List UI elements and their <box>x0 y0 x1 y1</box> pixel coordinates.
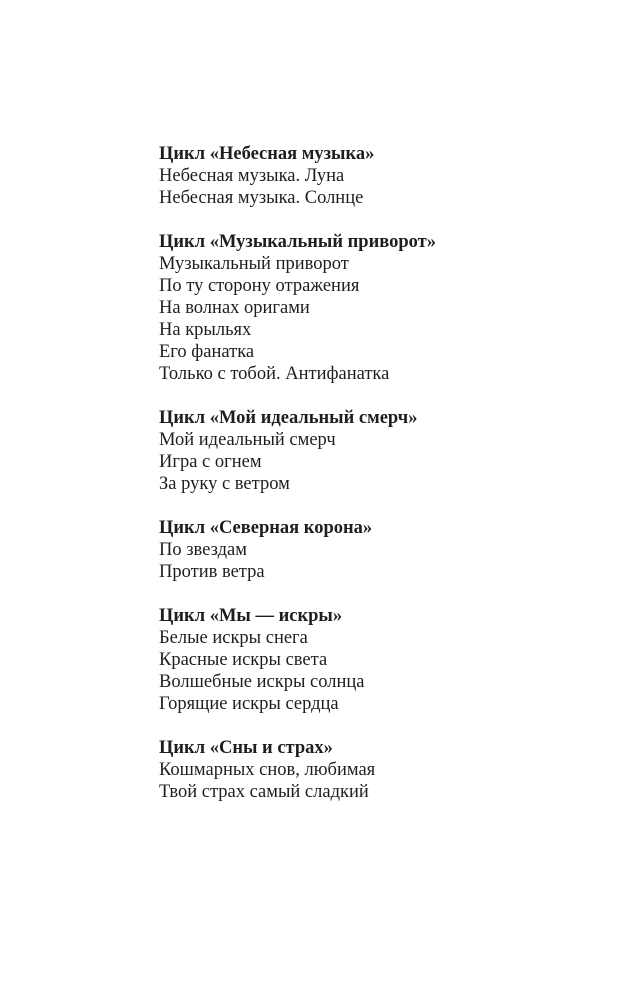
book-title: Волшебные искры солнца <box>159 672 365 692</box>
book-list-page <box>159 143 436 825</box>
cycle-title: Цикл «Сны и страх» <box>159 738 333 758</box>
cycle-group <box>159 737 436 803</box>
cycle-group <box>159 605 436 715</box>
cycle-title: Цикл «Северная корона» <box>159 518 373 538</box>
book-title: Его фанатка <box>159 342 255 362</box>
book-title: За руку с ветром <box>159 474 290 494</box>
book-title: Кошмарных снов, любимая <box>159 760 376 780</box>
book-title: Небесная музыка. Солнце <box>159 188 364 208</box>
book-title: На крыльях <box>159 320 252 340</box>
cycle-title: Цикл «Мой идеальный смерч» <box>159 408 418 428</box>
book-title: Твой страх самый сладкий <box>159 782 369 802</box>
cycle-group <box>159 517 436 583</box>
book-title: Красные искры света <box>159 650 328 670</box>
book-title: Горящие искры сердца <box>159 694 339 714</box>
book-title: Музыкальный приворот <box>159 254 349 274</box>
book-title: Только с тобой. Антифанатка <box>159 364 390 384</box>
book-title: Против ветра <box>159 562 265 582</box>
book-title: По звездам <box>159 540 247 560</box>
book-title: По ту сторону отражения <box>159 276 360 296</box>
cycle-title: Цикл «Музыкальный приворот» <box>159 232 437 252</box>
book-title: Небесная музыка. Луна <box>159 166 345 186</box>
book-title: Игра с огнем <box>159 452 262 472</box>
book-title: На волнах оригами <box>159 298 310 318</box>
cycle-title: Цикл «Мы — искры» <box>159 606 343 626</box>
book-title: Белые искры снега <box>159 628 308 648</box>
cycle-group <box>159 231 436 385</box>
book-title: Мой идеальный смерч <box>159 430 336 450</box>
cycle-title: Цикл «Небесная музыка» <box>159 144 375 164</box>
cycle-group <box>159 407 436 495</box>
cycle-group <box>159 143 436 209</box>
